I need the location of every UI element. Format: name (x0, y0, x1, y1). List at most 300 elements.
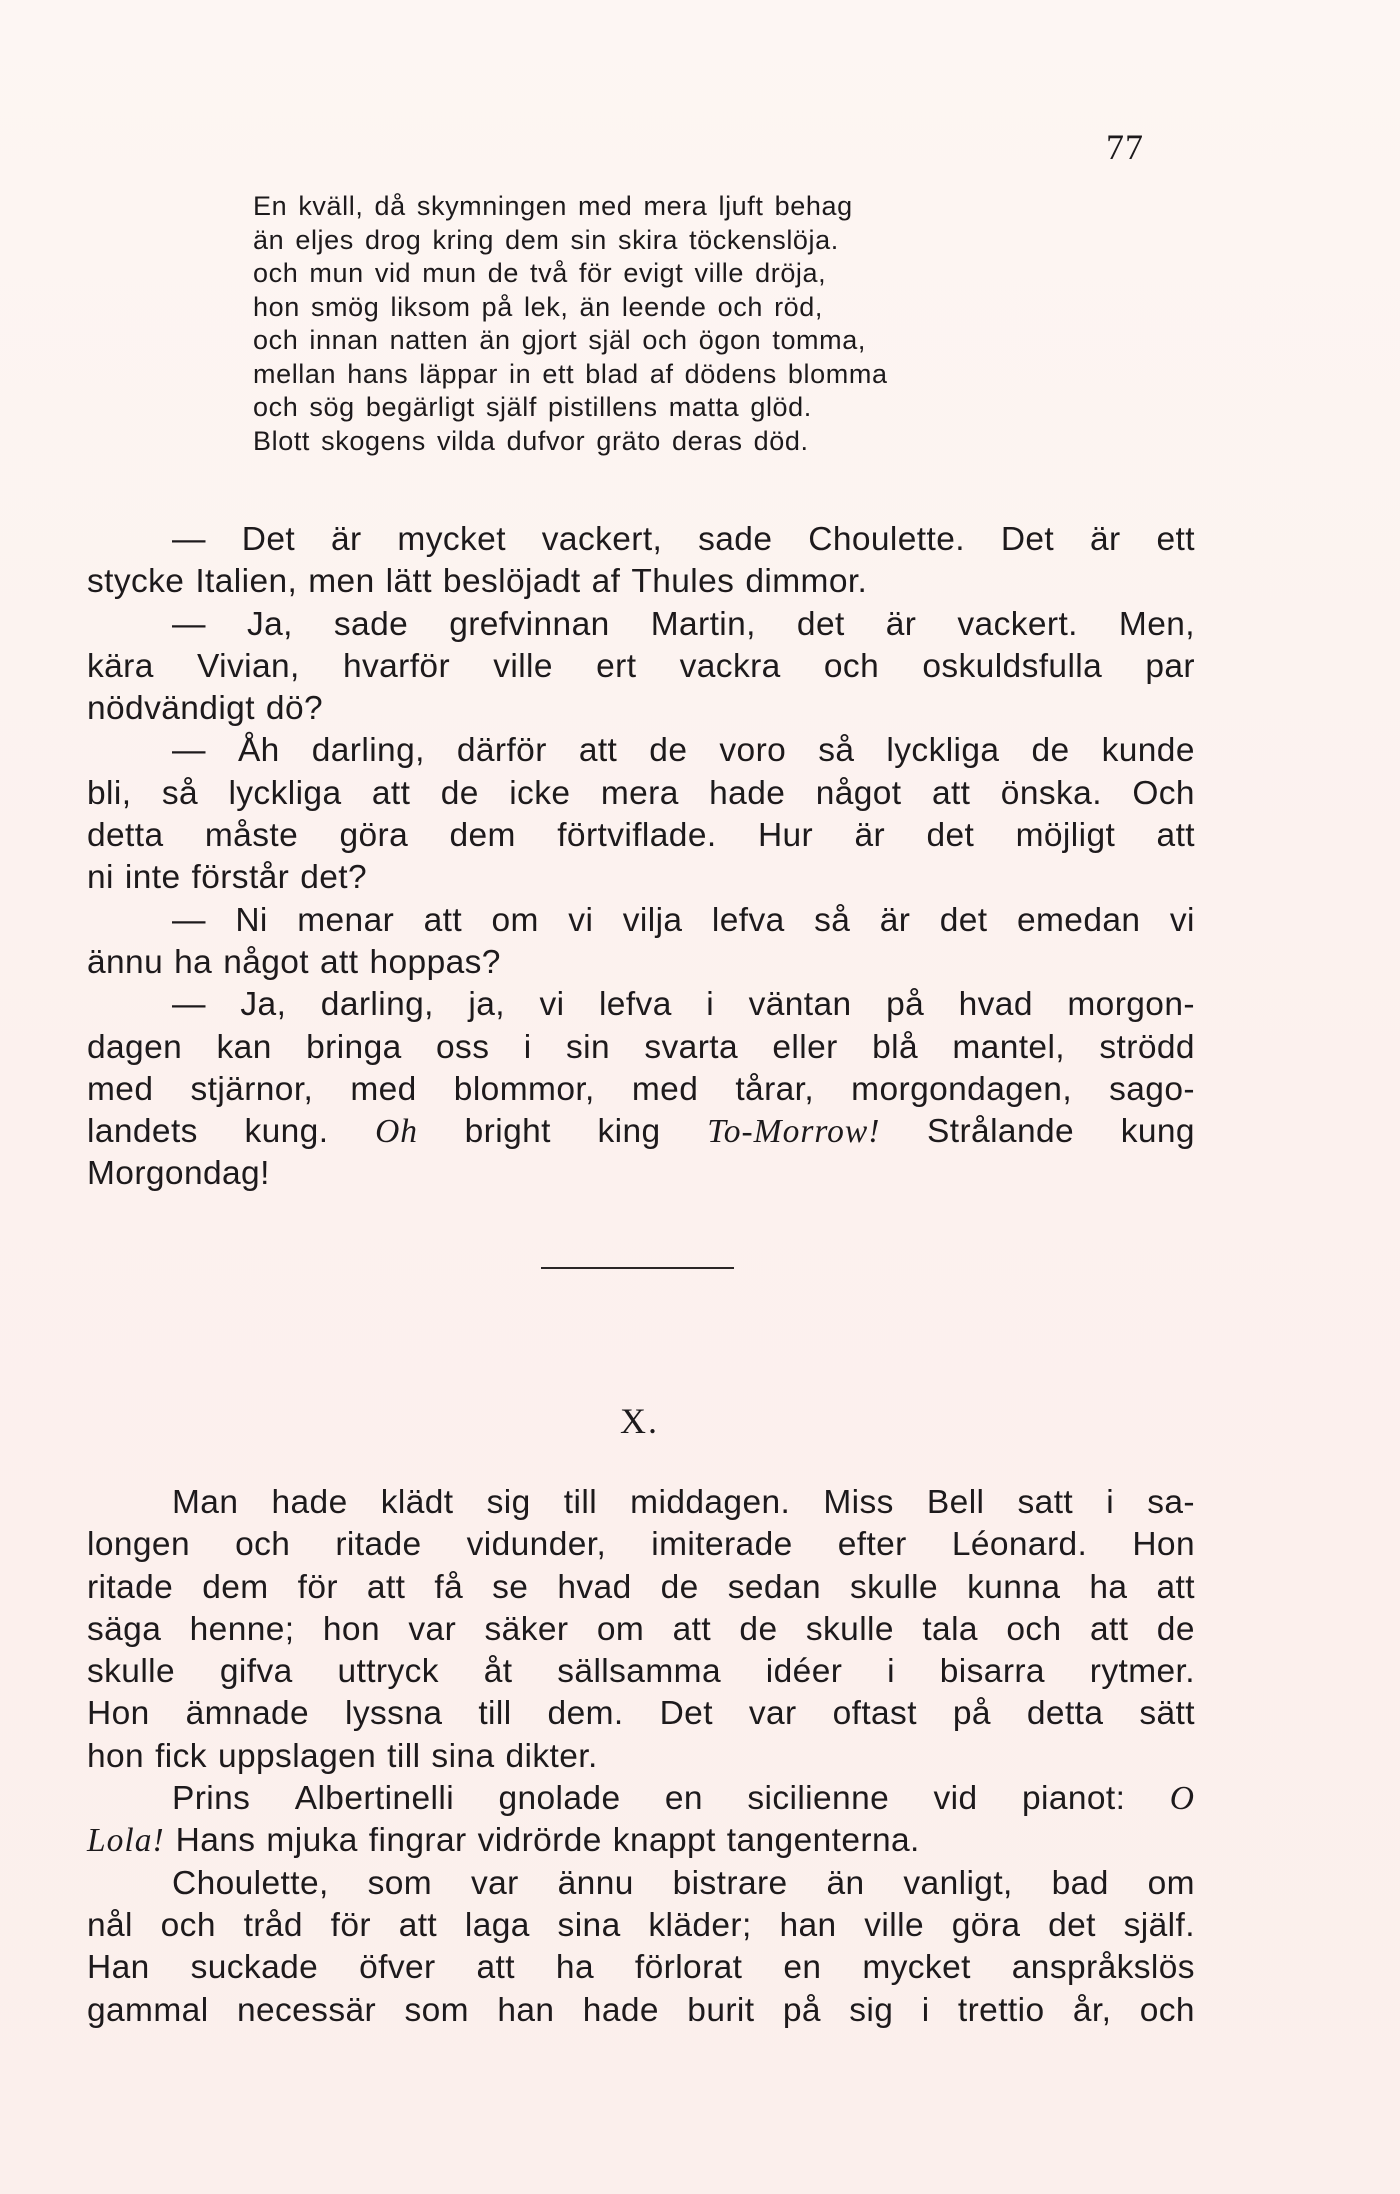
word: göra (339, 817, 409, 855)
word: suckade (190, 1949, 319, 1987)
word: efter (837, 1526, 907, 1564)
word: ritade (87, 1568, 174, 1606)
word: hade (271, 1484, 348, 1521)
word: vackert, (541, 521, 663, 558)
text-line (87, 984, 1195, 1026)
word: bright (464, 1113, 551, 1151)
word: till (387, 1737, 421, 1775)
word: laga (464, 1906, 530, 1944)
word: att (578, 732, 618, 770)
word: förlorat (634, 1949, 743, 1987)
word: än (826, 1864, 865, 1902)
word: sätt (1139, 1695, 1195, 1733)
word: det (796, 605, 845, 643)
word: vidrörde (477, 1822, 602, 1860)
word: stycke (87, 563, 185, 601)
word: något (223, 943, 310, 981)
word: för (330, 1906, 371, 1944)
word: kära (87, 647, 154, 685)
text-line (87, 1027, 1195, 1069)
word: dikter. (505, 1737, 598, 1775)
word: sedan (727, 1568, 821, 1606)
word: det (939, 901, 988, 939)
word: detta (87, 817, 164, 855)
word: Italien, (195, 563, 298, 601)
word: kan (216, 1028, 272, 1066)
word: därför (456, 732, 547, 770)
word: Albertinelli (294, 1780, 455, 1818)
word: trettio (957, 1991, 1045, 2029)
word: nål (87, 1906, 133, 1944)
word: möjligt (1015, 817, 1116, 855)
word: kung (1120, 1113, 1195, 1151)
word: Hur (757, 817, 814, 855)
word: ännu (557, 1864, 634, 1902)
poem-line: hon smög liksom på lek, än leende och röd, (253, 291, 824, 322)
word: — (172, 521, 206, 558)
word: kung. (244, 1113, 329, 1151)
word: Léonard. (951, 1526, 1088, 1564)
word: ritade (335, 1526, 422, 1564)
word: fingrar (368, 1822, 467, 1860)
word: sicilienne (747, 1780, 890, 1818)
chapter-text (87, 1482, 1195, 2032)
dialogue-section (87, 519, 1195, 1196)
word: af (591, 563, 621, 601)
word: middagen. (630, 1484, 791, 1521)
text-line (87, 604, 1195, 646)
word: är (885, 605, 917, 643)
word: Ja, (246, 605, 293, 643)
word: är (1090, 521, 1121, 558)
word: morgondagen, (851, 1070, 1073, 1108)
word: ännu (87, 943, 164, 981)
word: så (818, 732, 855, 770)
word: mantel, (952, 1028, 1066, 1066)
word: hade (709, 774, 786, 812)
word: Bell (926, 1484, 985, 1521)
word: Det (1000, 521, 1055, 558)
word: sig (849, 1991, 894, 2029)
text-line (87, 1693, 1195, 1735)
word: som (367, 1864, 433, 1902)
word: svarta (644, 1028, 739, 1066)
word: måste (204, 817, 299, 855)
word: tangenterna. (726, 1822, 920, 1860)
word: hon (87, 1737, 145, 1775)
text-line (87, 646, 1195, 688)
word: är (879, 901, 911, 939)
word: grefvinnan (449, 605, 610, 643)
text-line (87, 1567, 1195, 1609)
word: Hans (175, 1822, 256, 1860)
word: — (172, 605, 206, 643)
word: ett (1156, 521, 1195, 558)
word: det? (300, 859, 368, 897)
word: vi (1169, 901, 1195, 939)
word: icke (509, 774, 571, 812)
word: sago- (1109, 1070, 1195, 1108)
word: de (1031, 732, 1070, 770)
word: hvad (958, 986, 1033, 1024)
poem-line: och mun vid mun de två för evigt ville dröja, (253, 258, 827, 288)
word: och (1139, 1991, 1195, 2029)
text-line (87, 688, 1195, 730)
word: Han (87, 1949, 150, 1987)
word: blå (872, 1028, 918, 1066)
word: dem (449, 817, 516, 855)
word: Ni (235, 901, 268, 939)
text-line (87, 1651, 1195, 1693)
word: Det (241, 521, 296, 558)
text-line (87, 1153, 1195, 1195)
word: på (782, 1991, 821, 2029)
poem-line: än eljes drog kring dem sin skira töckenslöja. (253, 224, 839, 255)
word: han (497, 1991, 555, 2029)
word: själf. (1123, 1906, 1195, 1944)
word: lyssna (345, 1695, 443, 1733)
word: få (434, 1568, 464, 1606)
word: oftast (832, 1695, 917, 1733)
word: blommor, (453, 1070, 595, 1108)
word: han (779, 1906, 837, 1944)
word: Vivian, (196, 647, 300, 685)
word: Ja, (240, 986, 287, 1024)
page-number: 77 (1106, 127, 1144, 167)
word: skulle (850, 1568, 939, 1606)
word: tala (922, 1610, 978, 1648)
word: ert (596, 647, 637, 685)
text-line (87, 857, 1195, 899)
text-line (87, 1905, 1195, 1947)
word: necessär (236, 1991, 377, 2029)
word: göra (951, 1906, 1021, 1944)
word: satt (1017, 1484, 1074, 1521)
word: pianot: (1021, 1780, 1126, 1818)
text-line (87, 1863, 1195, 1905)
word: att (398, 1906, 438, 1944)
poem-line: och innan natten än gjort själ och ögon tomma, (253, 325, 866, 355)
word: henne; (189, 1610, 295, 1648)
word: — (172, 901, 206, 939)
word: lyckliga (886, 732, 1000, 770)
word: Men, (1118, 605, 1195, 643)
word: uppslagen (217, 1737, 377, 1775)
word: mjuka (266, 1822, 358, 1860)
word: om (596, 1610, 645, 1648)
word: darling, (320, 986, 434, 1024)
word: Strålande (927, 1113, 1075, 1151)
word: lefva (598, 986, 672, 1024)
word: morgon- (1067, 986, 1195, 1024)
word: vackra (679, 647, 781, 685)
word: detta (1026, 1695, 1104, 1733)
word: Oh (375, 1113, 419, 1151)
word: eller (772, 1028, 838, 1066)
word: Miss (823, 1484, 894, 1521)
poem-stanza (253, 190, 1033, 458)
word: säga (87, 1610, 162, 1648)
word: strödd (1099, 1028, 1195, 1066)
word: de (440, 774, 479, 812)
word: bistrare (672, 1864, 788, 1902)
word: att (1156, 1568, 1195, 1606)
word: skulle (87, 1653, 176, 1691)
word: ville (864, 1906, 924, 1944)
word: att (366, 1568, 406, 1606)
text-line (87, 1609, 1195, 1651)
word: Thules (631, 563, 735, 601)
poem-line: och sög begärligt själf pistillens matta glöd. (253, 392, 812, 422)
word: — (172, 986, 206, 1024)
word: nödvändigt (87, 690, 255, 728)
word: på (886, 986, 925, 1024)
word: ha (174, 943, 213, 981)
text-line (87, 519, 1195, 561)
word: klädt (380, 1484, 454, 1521)
word: något (815, 774, 902, 812)
word: önska. (1000, 774, 1102, 812)
word: hon (322, 1610, 380, 1648)
text-line (87, 1820, 1195, 1862)
word: skulle (805, 1610, 894, 1648)
word: voro (719, 732, 787, 770)
word: se (492, 1568, 529, 1606)
word: landets (87, 1113, 198, 1151)
word: är (330, 521, 362, 558)
word: det (1048, 1906, 1096, 1944)
word: mycket (397, 521, 506, 558)
word: dem. (547, 1695, 624, 1733)
word: vilja (622, 901, 683, 939)
word: i (921, 1991, 930, 2029)
word: Choulette. (808, 521, 965, 558)
word: king (597, 1113, 661, 1151)
word: de (739, 1610, 778, 1648)
word: dagen (87, 1028, 183, 1066)
word: att (931, 774, 971, 812)
word: Prins (172, 1780, 251, 1818)
word: Man (172, 1484, 239, 1521)
word: hvarför (342, 647, 450, 685)
word: om (491, 901, 539, 939)
word: kunde (1101, 732, 1195, 770)
word: imiterade (651, 1526, 793, 1564)
text-line (87, 561, 1195, 603)
word: som (404, 1991, 469, 2029)
word: de (660, 1568, 699, 1606)
word: kunna (967, 1568, 1061, 1606)
word: sa- (1147, 1484, 1195, 1521)
text-line (87, 900, 1195, 942)
word: de (649, 732, 688, 770)
word: en (783, 1949, 822, 1987)
word: beslöjadt (442, 563, 581, 601)
word: sina (431, 1737, 495, 1775)
word: en (664, 1780, 703, 1818)
word: oss (436, 1028, 490, 1066)
word: hoppas? (369, 943, 501, 981)
word: väntan (748, 986, 852, 1024)
word: bli, (87, 774, 132, 812)
word: Åh (237, 732, 280, 770)
text-line (87, 1990, 1195, 2032)
word: dö? (265, 690, 324, 728)
text-line (87, 1778, 1195, 1820)
word: med (87, 1070, 154, 1108)
word: att (672, 1610, 712, 1648)
word: i (887, 1653, 895, 1691)
word: To-Morrow! (707, 1113, 881, 1151)
word: att (371, 774, 411, 812)
word: ville (493, 647, 553, 685)
word: vidunder, (466, 1526, 607, 1564)
word: oskuldsfulla (922, 647, 1103, 685)
word: Det (659, 1695, 713, 1733)
word: sig (486, 1484, 531, 1521)
word: sina (557, 1906, 621, 1944)
word: förstår (191, 859, 290, 897)
word: att (1156, 817, 1195, 855)
word: till (563, 1484, 598, 1521)
word: i (1106, 1484, 1115, 1521)
word: ja, (468, 986, 505, 1024)
poem-line: Blott skogens vilda dufvor gräto deras död. (253, 425, 809, 456)
word: mera (600, 774, 679, 812)
word: dimmor. (745, 563, 868, 601)
word: Hon (87, 1695, 150, 1733)
word: gnolade (498, 1780, 621, 1818)
word: var (471, 1864, 519, 1902)
word: Morgondag! (87, 1155, 270, 1193)
word: lefva (711, 901, 785, 939)
text-line (87, 815, 1195, 857)
word: vanligt, (903, 1864, 1013, 1902)
word: uttryck (337, 1653, 439, 1691)
section-divider (541, 1267, 734, 1269)
word: ämnade (185, 1695, 310, 1733)
word: tårar, (735, 1070, 815, 1108)
word: Choulette, (172, 1864, 329, 1902)
word: idéer (765, 1653, 843, 1691)
word: ha (555, 1949, 594, 1987)
text-line (87, 773, 1195, 815)
text-line (87, 1736, 1195, 1778)
word: sade (698, 521, 773, 558)
word: longen (87, 1526, 190, 1564)
word: hvad (557, 1568, 632, 1606)
word: år, (1072, 1991, 1112, 2029)
word: darling, (311, 732, 425, 770)
word: tråd (243, 1906, 303, 1944)
word: bad (1051, 1864, 1109, 1902)
word: sällsamma (557, 1653, 721, 1691)
word: — (172, 732, 206, 770)
chapter-heading: X. (620, 1401, 659, 1441)
word: vackert. (957, 605, 1078, 643)
text-line (87, 1069, 1195, 1111)
word: med (350, 1070, 417, 1108)
word: ni (87, 859, 114, 897)
word: och (235, 1526, 291, 1564)
word: att (423, 901, 463, 939)
word: stjärnor, (190, 1070, 314, 1108)
word: att (476, 1949, 515, 1987)
word: emedan (1016, 901, 1141, 939)
word: bringa (306, 1028, 402, 1066)
word: vid (933, 1780, 978, 1818)
word: förtviflade. (557, 817, 717, 855)
word: knappt (612, 1822, 716, 1860)
word: om (1147, 1864, 1195, 1902)
word: att (320, 943, 359, 981)
word: dem (202, 1568, 269, 1606)
text-line (87, 1947, 1195, 1989)
word: för (297, 1568, 338, 1606)
word: sin (565, 1028, 610, 1066)
text-line (87, 1524, 1195, 1566)
poem-line: En kväll, då skymningen med mera ljuft behag (253, 191, 853, 221)
word: till (478, 1695, 512, 1733)
word: i (523, 1028, 532, 1066)
word: inte (124, 859, 181, 897)
word: och (160, 1906, 216, 1944)
word: gifva (219, 1653, 293, 1691)
word: är (854, 817, 886, 855)
word: i (706, 986, 715, 1024)
word: vi (539, 986, 565, 1024)
word: med (631, 1070, 699, 1108)
word: gammal (87, 1991, 209, 2029)
text-line (87, 1111, 1195, 1153)
word: var (748, 1695, 797, 1733)
word: så (814, 901, 851, 939)
word: par (1145, 647, 1195, 685)
word: åt (483, 1653, 513, 1691)
word: rytmer. (1089, 1653, 1195, 1691)
word: bisarra (939, 1653, 1045, 1691)
word: öfver (359, 1949, 436, 1987)
word: Lola! (87, 1822, 165, 1860)
word: Hon (1132, 1526, 1195, 1564)
word: hade (582, 1991, 659, 2029)
word: vi (568, 901, 594, 939)
poem-line: mellan hans läppar in ett blad af dödens blomma (253, 358, 888, 389)
word: sade (333, 605, 409, 643)
text-line (87, 730, 1195, 772)
word: de (1156, 1610, 1195, 1648)
word: Martin, (650, 605, 756, 643)
word: Och (1132, 774, 1195, 812)
word: anspråkslös (1011, 1949, 1195, 1987)
word: mycket (862, 1949, 971, 1987)
text-line (87, 1482, 1195, 1524)
word: att (1089, 1610, 1129, 1648)
text-line (87, 942, 1195, 984)
word: menar (297, 901, 395, 939)
word: så (161, 774, 199, 812)
word: lyckliga (228, 774, 342, 812)
word: det (926, 817, 975, 855)
word: och (823, 647, 880, 685)
word: kläder; (648, 1906, 752, 1944)
word: burit (687, 1991, 755, 2029)
word: ha (1089, 1568, 1128, 1606)
word: var (408, 1610, 457, 1648)
word: fick (155, 1737, 207, 1775)
word: O (1169, 1780, 1195, 1818)
word: lätt (385, 563, 432, 601)
